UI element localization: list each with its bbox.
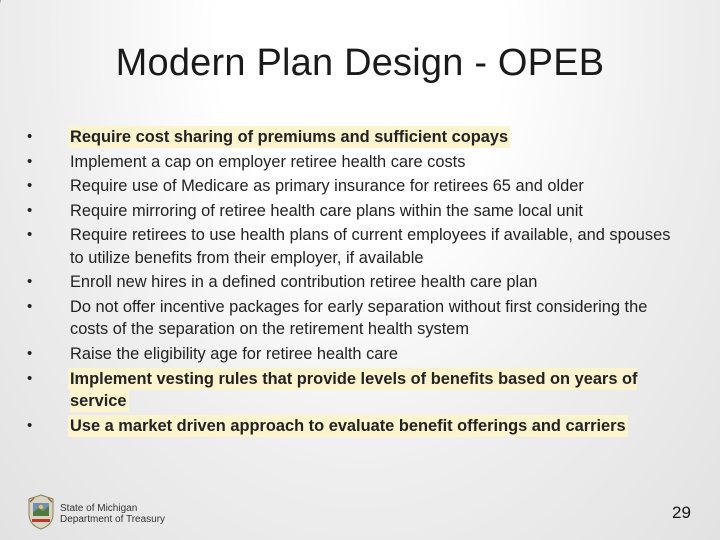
footer-org-line1: State of Michigan: [60, 503, 138, 514]
footer-org: [60, 503, 165, 525]
bullet-item: [26, 271, 686, 293]
bullet-item: [26, 368, 686, 413]
bullet-item: [26, 296, 686, 341]
corner-decoration: [0, 0, 19, 18]
bullet-item: [26, 175, 686, 197]
bullet-item: [26, 151, 686, 173]
bullet-text: Use a market driven approach to evaluate benefit offerings and carriers: [70, 416, 626, 435]
bullet-text: Require mirroring of retiree health care plans within the same local unit: [70, 201, 583, 220]
bullet-dot: •: [27, 416, 33, 434]
bullet-item: [26, 126, 686, 148]
bullet-text: Implement a cap on employer retiree health care costs: [70, 152, 466, 171]
bullet-dot: •: [27, 369, 33, 387]
bullet-dot: •: [27, 177, 33, 195]
bullet-dot: •: [27, 344, 33, 362]
bullet-text: Raise the eligibility age for retiree health care: [70, 344, 398, 363]
bullet-item: [26, 224, 686, 269]
footer-org-line2: Department of Treasury: [60, 514, 166, 525]
bullet-dot: •: [27, 226, 33, 244]
slide-title: Modern Plan Design - OPEB: [115, 42, 605, 84]
bullet-dot: •: [27, 128, 33, 145]
bullet-dot: •: [27, 201, 33, 219]
bullet-text: Implement vesting rules that provide levels of benefits based on years of service: [70, 369, 638, 410]
bullet-dot: •: [27, 297, 33, 315]
bullet-text: Require use of Medicare as primary insurance for retirees 65 and older: [70, 177, 584, 196]
michigan-seal-icon: [27, 494, 55, 530]
bullet-item: [26, 343, 686, 365]
bullet-text: Enroll new hires in a defined contribution retiree health care plan: [70, 273, 538, 292]
bullet-dot: •: [27, 273, 33, 291]
page-number: 29: [672, 503, 691, 522]
bullet-item: [26, 200, 686, 222]
bullet-item: [26, 415, 686, 437]
bullet-text: Require cost sharing of premiums and sufficient copays: [70, 128, 509, 146]
bullet-text: Do not offer incentive packages for early separation without first considering the costs of the separation on the retirement health system: [70, 297, 648, 339]
bullet-dot: •: [27, 152, 33, 170]
bullet-text: Require retirees to use health plans of current employees if available, and spouses to utilize benefits from their employer, if available: [70, 226, 671, 267]
bullet-list: [26, 126, 686, 439]
